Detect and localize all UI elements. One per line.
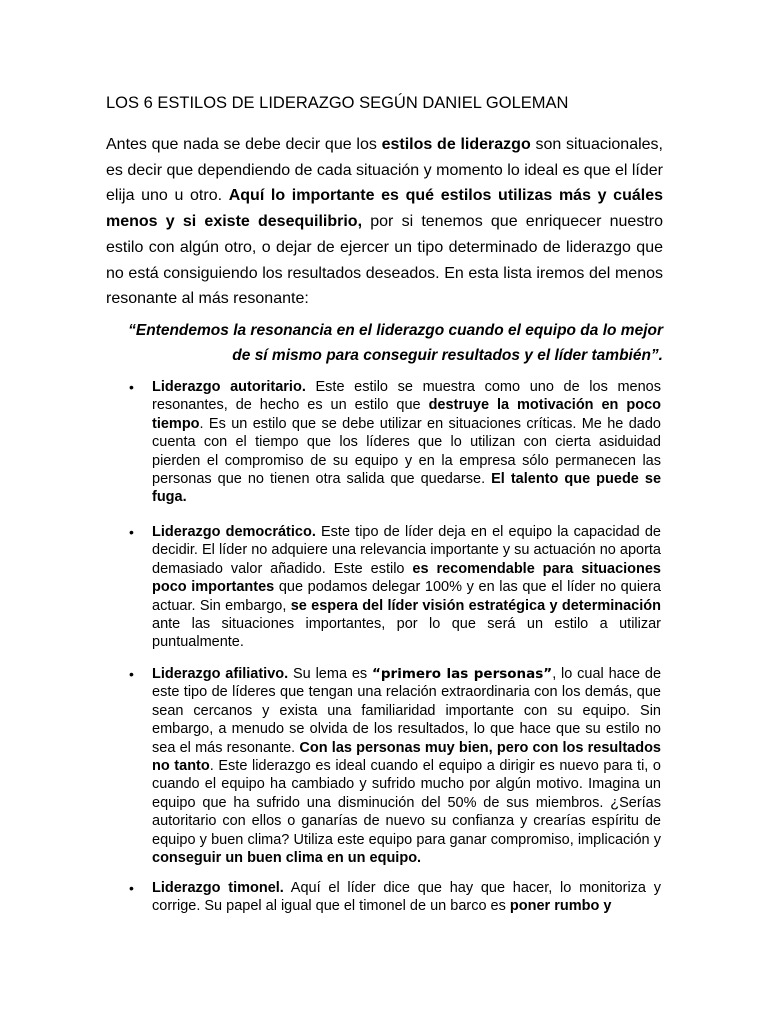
list-item-afiliativo [129, 665, 662, 867]
item-text: . Este liderazgo es ideal cuando el equipo a dirigir es nuevo para ti, o cuando el equipo ha cambiado y sufrido mucho por algún motivo. Imagina un equipo que ha sufrido una disminución del 50% de sus miembros. ¿Serías autoritario con ellos o ganarías de nuevo su confianza y crearías espíritu de equipo y buen clima? Utiliza este equipo para ganar compromiso, implicación y [152, 758, 661, 848]
intro-bold-1: estilos de liderazgo [381, 136, 531, 153]
bullet-icon: • [129, 379, 134, 395]
item-text: Su lema es [288, 666, 372, 682]
item-bold: es recomendable para situaciones poco importantes [152, 560, 661, 596]
resonance-quote [118, 318, 663, 368]
bullet-icon: • [129, 880, 134, 896]
intro-paragraph [106, 132, 663, 312]
list-item-timonel [129, 879, 661, 916]
document-title: LOS 6 ESTILOS DE LIDERAZGO SEGÚN DANIEL GOLEMAN [106, 94, 569, 112]
item-bold: poner rumbo y [509, 898, 612, 915]
bullet-icon: • [129, 524, 134, 540]
item-bold: Con las personas muy bien, pero con los resultados no tanto [152, 739, 661, 775]
item-heading: Liderazgo afiliativo. [152, 666, 289, 682]
intro-text-2: son situacionales, es decir que dependiendo de cada situación y momento lo ideal es que el líder elija uno u otro. [106, 136, 663, 205]
item-text: . Es un estilo que se debe utilizar en situaciones críticas. Me he dado cuenta con el tiempo que los líderes que lo utilizan con cierta asiduidad pierden el compromiso de su equipo y en la empresa sólo permanecen las personas que no tienen otra salida que quedarse. [152, 415, 661, 488]
item-text: que podamos delegar 100% y en las que el líder no quiera actuar. Sin embargo, [152, 579, 661, 614]
quote-line-2: de sí mismo para conseguir resultados y el líder también”. [232, 347, 663, 364]
intro-bold-2: Aquí lo importante es qué estilos utilizas más y cuáles menos y si existe desequilibrio, [106, 187, 663, 231]
intro-text-3: por si tenemos que enriquecer nuestro estilo con algún otro, o dejar de ejercer un tipo determinado de liderazgo que no está consiguiendo los resultados deseados. En esta lista iremos del menos resonante al más resonante: [106, 213, 663, 308]
list-item-democratico [129, 523, 661, 652]
item-heading: Liderazgo timonel. [152, 880, 284, 896]
item-text: Este estilo se muestra como uno de los menos resonantes, de hecho es un estilo que [152, 379, 661, 414]
item-bold: El talento que puede se fuga. [152, 471, 662, 506]
item-text: ante las situaciones importantes, por lo que será un estilo a utilizar puntualmente. [152, 616, 661, 651]
intro-text-1: Antes que nada se debe decir que los [106, 136, 382, 153]
item-heading: Liderazgo autoritario. [152, 379, 306, 395]
item-heading: Liderazgo democrático. [152, 524, 316, 540]
list-item-autoritario [129, 378, 662, 507]
item-text: Este tipo de líder deja en el equipo la capacidad de decidir. El líder no adquiere una relevancia importante y su actuación no aporta demasiado valor añadido. Este estilo [152, 524, 661, 577]
item-motto: “primero las personas” [372, 666, 553, 682]
item-bold: se espera del líder visión estratégica y determinación [290, 597, 661, 614]
bullet-icon: • [129, 666, 134, 682]
item-bold: conseguir un buen clima en un equipo. [152, 850, 422, 867]
item-bold: destruye la motivación en poco tiempo [152, 397, 662, 432]
item-text: Aquí el líder dice que hay que hacer, lo monitoriza y corrige. Su papel al igual que el timonel de un barco es [152, 880, 661, 915]
item-text: , lo cual hace de este tipo de líderes que tengan una relación extraordinaria con los demás, que sean cercanos y exista una familiaridad importante con su equipo. Sin embargo, a menudo se olvida de los resultados, lo que hace que su estilo no sea el más resonante. [152, 666, 662, 756]
quote-line-1: “Entendemos la resonancia en el liderazgo cuando el equipo da lo mejor [128, 322, 663, 339]
